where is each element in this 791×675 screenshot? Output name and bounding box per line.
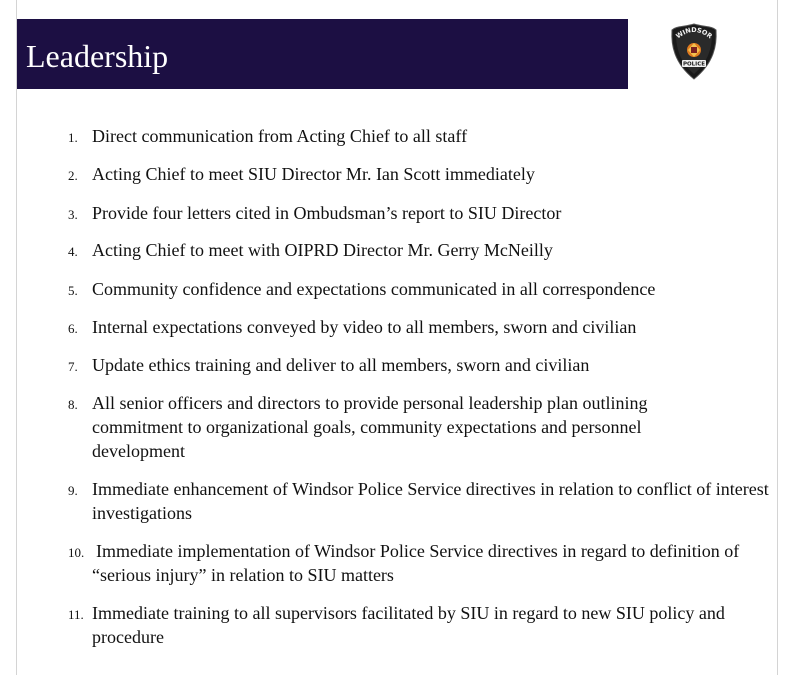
list-item (66, 238, 766, 262)
list-item (66, 315, 766, 339)
list-item-number: 11. (68, 607, 84, 622)
windsor-police-logo (670, 23, 718, 81)
page-title: Leadership (26, 38, 169, 74)
list-item-text: Update ethics training and deliver to all members, sworn and civilian (92, 355, 590, 375)
list-item-text: Acting Chief to meet with OIPRD Director Mr. Gerry McNeilly (92, 240, 553, 260)
list-item (66, 124, 766, 148)
list-item-number: 4. (68, 244, 78, 259)
page-border-left (16, 0, 17, 675)
list-item (66, 391, 766, 463)
list-item-text: Immediate training to all supervisors facilitated by SIU in regard to new SIU policy and procedure (92, 603, 725, 647)
list-item (66, 539, 766, 587)
list-item-text: Acting Chief to meet SIU Director Mr. Ian Scott immediately (92, 164, 535, 184)
leadership-list (66, 124, 769, 649)
list-item (66, 201, 766, 225)
list-item-number: 3. (68, 207, 78, 222)
list-item-text: Immediate implementation of Windsor Police Service directives in regard to definition of “serious injury” in relation to SIU matters (92, 541, 740, 585)
list-item (66, 353, 766, 377)
list-item (66, 277, 766, 301)
page-border-right (777, 0, 778, 675)
police-badge-icon (670, 23, 718, 81)
list-item-number: 1. (68, 130, 78, 145)
list-item-number: 7. (68, 359, 78, 374)
list-item-number: 5. (68, 283, 78, 298)
list-item (66, 601, 766, 649)
list-item-text: Direct communication from Acting Chief to all staff (92, 126, 468, 146)
list-item-text: Provide four letters cited in Ombudsman’s report to SIU Director (92, 203, 562, 223)
list-item-number: 8. (68, 397, 78, 412)
logo-text-top: WINDSOR (674, 25, 714, 41)
list-item-number: 6. (68, 321, 78, 336)
list-item-text: Community confidence and expectations communicated in all correspondence (92, 279, 656, 299)
list-item-text: Immediate enhancement of Windsor Police Service directives in relation to conflict of interest investigations (92, 479, 769, 523)
list-item (66, 162, 766, 186)
title-bar (17, 19, 628, 89)
list-item (66, 477, 769, 525)
list-item-number: 10. (68, 545, 85, 560)
list-item-number: 9. (68, 483, 78, 498)
list-item-text: All senior officers and directors to provide personal leadership plan outlining commitment to organizational goals, community expectations and personnel development (92, 393, 648, 461)
logo-text-bottom: POLICE (682, 61, 706, 68)
list-item-text: Internal expectations conveyed by video to all members, sworn and civilian (92, 317, 637, 337)
list-item-number: 2. (68, 168, 78, 183)
